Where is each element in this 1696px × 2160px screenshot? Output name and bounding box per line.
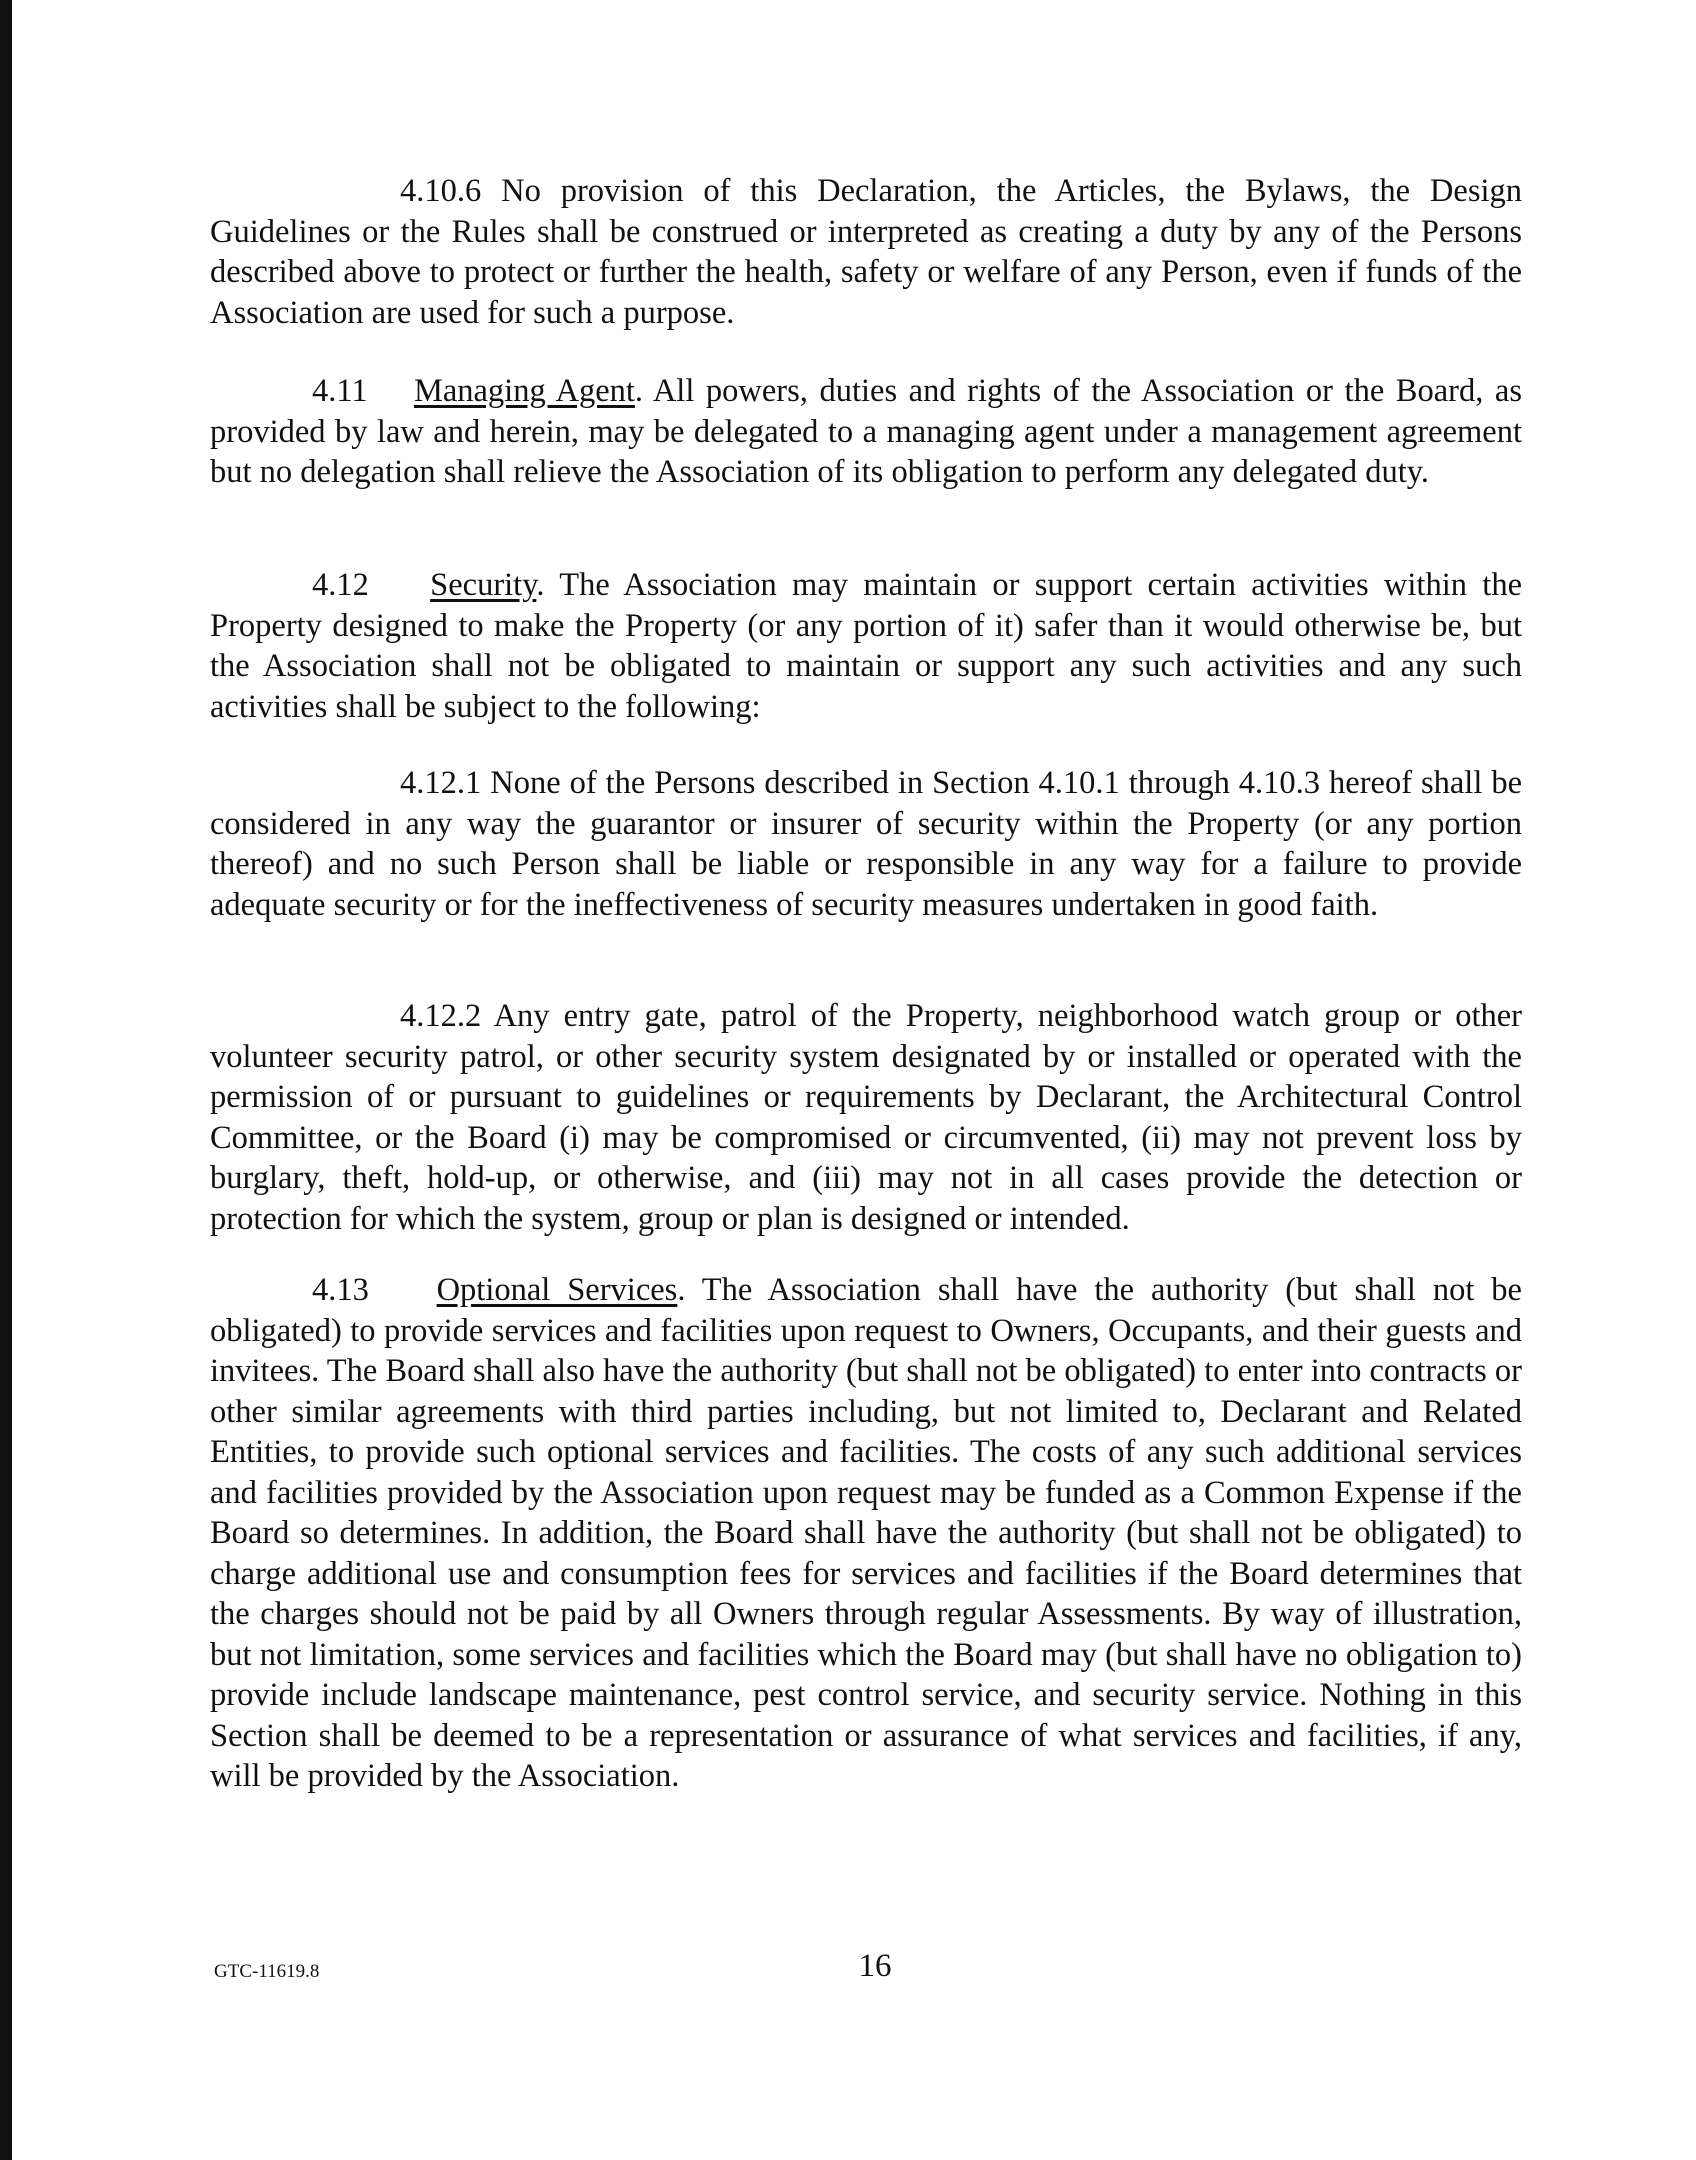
- section-number: 4.10.6: [400, 173, 482, 209]
- scan-edge: [0, 0, 12, 2160]
- section-number: 4.12.1: [400, 765, 482, 801]
- paragraph-4-10-6: [210, 171, 1522, 333]
- section-heading: Optional Services: [436, 1272, 678, 1308]
- paragraph-text: No provision of this Declaration, the Articles, the Bylaws, the Design Guidelines or the Rules shall be construed or interpreted as creating a duty by any of the Persons described above to protect or further the health, safety or welfare of any Person, even if funds of the Association are used for such a purpose.: [210, 173, 1523, 331]
- section-number: 4.11: [312, 373, 368, 409]
- paragraph-4-12-1: [210, 763, 1522, 925]
- section-heading: Security: [430, 567, 537, 603]
- section-number: 4.12.2: [400, 998, 482, 1034]
- paragraph-4-12-2: [210, 996, 1522, 1239]
- section-number: 4.12: [312, 567, 369, 603]
- paragraph-text: . The Association may maintain or support certain activities within the Property designed to make the Property (or any portion of it) safer than it would otherwise be, but the Association shall not be obligated to maintain or support any such activities and any such activities shall be subject to the following:: [210, 567, 1523, 725]
- paragraph-text: . The Association shall have the authority (but shall not be obligated) to provide services and facilities upon request to Owners, Occupants, and their guests and invitees. The Board shall also have the authority (but shall not be obligated) to enter into contracts or other similar agreements with third parties including, but not limited to, Declarant and Related Entities, to provide such optional services and facilities. The costs of any such additional services and facilities provided by the Association upon request may be funded as a Common Expense if the Board so determines. In addition, the Board shall have the authority (but shall not be obligated) to charge additional use and consumption fees for services and facilities if the Board determines that the charges should not be paid by all Owners through regular Assessments. By way of illustration, but not limitation, some services and facilities which the Board may (but shall have no obligation to) provide include landscape maintenance, pest control service, and security service. Nothing in this Section shall be deemed to be a representation or assurance of what services and facilities, if any, will be provided by the Association.: [210, 1272, 1522, 1794]
- document-id: GTC-11619.8: [214, 1961, 320, 1982]
- page-number: 16: [858, 1948, 892, 1984]
- section-number: 4.13: [312, 1272, 369, 1308]
- paragraph-4-12: [210, 565, 1522, 727]
- paragraph-4-13: [210, 1270, 1522, 1797]
- section-heading: Managing Agent: [413, 373, 635, 409]
- paragraph-text: Any entry gate, patrol of the Property, neighborhood watch group or other volunteer security patrol, or other security system designated by or installed or operated with the permission of or pursuant to guidelines or requirements by Declarant, the Architectural Control Committee, or the Board (i) may be compromised or circumvented, (ii) may not prevent loss by burglary, theft, hold-up, or otherwise, and (iii) may not in all cases provide the detection or protection for which the system, group or plan is designed or intended.: [210, 998, 1522, 1237]
- paragraph-4-11: [210, 371, 1522, 493]
- paragraph-text: . All powers, duties and rights of the Association or the Board, as provided by law and herein, may be delegated to a managing agent under a management agreement but no delegation shall relieve the Association of its obligation to perform any delegated duty.: [210, 373, 1522, 490]
- paragraph-text: None of the Persons described in Section 4.10.1 through 4.10.3 hereof shall be considered in any way the guarantor or insurer of security within the Property (or any portion thereof) and no such Person shall be liable or responsible in any way for a failure to provide adequate security or for the ineffectiveness of security measures undertaken in good faith.: [210, 765, 1522, 923]
